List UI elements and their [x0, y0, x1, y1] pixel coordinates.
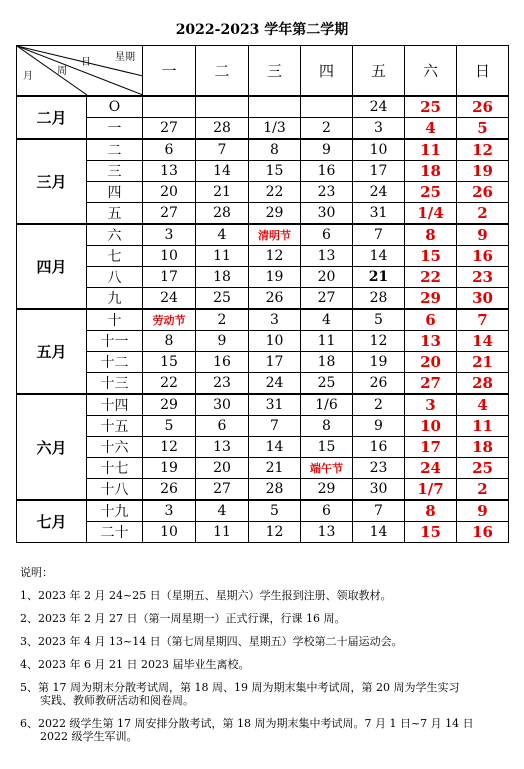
note-item	[20, 589, 510, 602]
note-text: 2023 年 6 月 21 日 2023 届毕业生离校。	[38, 658, 250, 671]
day-cell: 27	[196, 479, 249, 501]
day-cell: 22	[405, 267, 457, 288]
day-cell: 2	[457, 479, 509, 501]
day-cell: 16	[457, 246, 509, 267]
week-number-cell: 十三	[87, 373, 143, 395]
day-cell: 22	[143, 373, 196, 395]
note-text-continued: 实践、教师教研活动和阅卷周。	[40, 694, 194, 707]
week-number-cell: 十六	[87, 437, 143, 458]
day-cell: 19	[457, 161, 509, 182]
day-cell: 25	[405, 182, 457, 203]
day-cell: 12	[353, 331, 405, 352]
day-cell: 18	[196, 267, 249, 288]
day-cell: 3	[143, 500, 196, 522]
day-cell: 9	[196, 331, 249, 352]
table-row	[17, 267, 509, 288]
day-cell: 25	[196, 288, 249, 310]
day-cell: 16	[457, 522, 509, 543]
note-text: 2023 年 2 月 24~25 日（星期五、星期六）学生报到注册、领取教材。	[38, 589, 392, 602]
day-cell: 18	[301, 352, 353, 373]
day-cell: 17	[249, 352, 301, 373]
table-row	[17, 118, 509, 140]
day-cell: 6	[301, 224, 353, 246]
day-cell: 13	[405, 331, 457, 352]
corner-weekday-label: 星期	[115, 52, 135, 63]
corner-week-label: 周	[57, 66, 67, 77]
note-item	[20, 612, 510, 625]
corner-day-label: 日	[81, 57, 91, 68]
day-cell: 10	[353, 139, 405, 161]
day-cell: 17	[353, 161, 405, 182]
day-cell: 27	[301, 288, 353, 310]
week-number-cell: 十四	[87, 394, 143, 416]
day-cell: 4	[196, 224, 249, 246]
month-cell: 二月	[17, 96, 87, 139]
day-cell: 5	[249, 500, 301, 522]
day-cell	[196, 96, 249, 118]
day-cell: 14	[353, 246, 405, 267]
week-number-cell: 七	[87, 246, 143, 267]
day-cell: 28	[249, 479, 301, 501]
table-row	[17, 373, 509, 395]
day-cell: 9	[353, 416, 405, 437]
week-number-cell: 四	[87, 182, 143, 203]
note-item	[20, 681, 510, 707]
day-cell: 9	[457, 500, 509, 522]
day-cell: 28	[196, 203, 249, 225]
note-number: 6、	[20, 717, 38, 730]
day-cell: 13	[143, 161, 196, 182]
table-row	[17, 96, 509, 118]
day-cell: 13	[196, 437, 249, 458]
day-cell: 15	[143, 352, 196, 373]
day-cell: 13	[301, 522, 353, 543]
day-cell: 22	[249, 182, 301, 203]
note-number: 4、	[20, 658, 38, 671]
week-number-cell: 二	[87, 139, 143, 161]
weekday-header: 一	[143, 46, 196, 97]
day-cell: 7	[196, 139, 249, 161]
notes-header: 说明：	[20, 566, 53, 579]
day-cell: 12	[249, 522, 301, 543]
header-row	[17, 46, 509, 97]
day-cell: 29	[301, 479, 353, 501]
day-cell: 1/7	[405, 479, 457, 501]
week-number-cell: 十五	[87, 416, 143, 437]
page-title: 2022-2023 学年第二学期	[175, 22, 349, 38]
day-cell: 6	[301, 500, 353, 522]
day-cell: 9	[457, 224, 509, 246]
table-row	[17, 203, 509, 225]
week-number-cell: 十七	[87, 458, 143, 479]
weekday-header: 六	[405, 46, 457, 97]
day-cell: 21	[249, 458, 301, 479]
day-cell: 24	[405, 458, 457, 479]
day-cell: 5	[353, 309, 405, 331]
day-cell: 20	[405, 352, 457, 373]
day-cell: 3	[143, 224, 196, 246]
day-cell: 5	[457, 118, 509, 140]
day-cell: 27	[143, 203, 196, 225]
day-cell: 16	[196, 352, 249, 373]
day-cell: 4	[405, 118, 457, 140]
day-cell: 29	[143, 394, 196, 416]
day-cell: 24	[353, 182, 405, 203]
day-cell: 17	[405, 437, 457, 458]
note-number: 2、	[20, 612, 38, 625]
day-cell: 12	[143, 437, 196, 458]
day-cell: 16	[301, 161, 353, 182]
day-cell: 23	[457, 267, 509, 288]
weekday-header: 五	[353, 46, 405, 97]
day-cell: 11	[301, 331, 353, 352]
day-cell: 7	[457, 309, 509, 331]
day-cell: 11	[405, 139, 457, 161]
day-cell: 6	[143, 139, 196, 161]
day-cell: 12	[249, 246, 301, 267]
day-cell: 24	[143, 288, 196, 310]
week-number-cell: 一	[87, 118, 143, 140]
semester-calendar-table	[16, 45, 509, 543]
day-cell: 11	[196, 246, 249, 267]
day-cell: 24	[353, 96, 405, 118]
day-cell: 26	[457, 96, 509, 118]
note-text: 2023 年 4 月 13~14 日（第七周星期四、星期五）学校第二十届运动会。	[38, 635, 403, 648]
note-item	[20, 635, 510, 648]
notes-list	[20, 589, 510, 743]
month-cell: 四月	[17, 224, 87, 309]
day-cell: 12	[457, 139, 509, 161]
note-number: 5、	[20, 681, 38, 694]
day-cell: 30	[353, 479, 405, 501]
day-cell: 1/6	[301, 394, 353, 416]
day-cell: 11	[457, 416, 509, 437]
table-row	[17, 479, 509, 501]
day-cell: 10	[143, 246, 196, 267]
weekday-header: 三	[249, 46, 301, 97]
table-row	[17, 288, 509, 310]
month-cell: 三月	[17, 139, 87, 224]
day-cell: 25	[457, 458, 509, 479]
day-cell: 26	[249, 288, 301, 310]
week-number-cell: O	[87, 96, 143, 118]
day-cell: 26	[457, 182, 509, 203]
corner-header-cell	[17, 46, 143, 97]
day-cell: 10	[249, 331, 301, 352]
day-cell: 3	[405, 394, 457, 416]
day-cell: 7	[353, 500, 405, 522]
day-cell: 19	[353, 352, 405, 373]
day-cell: 28	[457, 373, 509, 395]
table-row	[17, 161, 509, 182]
holiday-cell: 清明节	[249, 224, 301, 246]
week-number-cell: 十九	[87, 500, 143, 522]
day-cell: 3	[353, 118, 405, 140]
day-cell: 8	[249, 139, 301, 161]
week-number-cell: 十一	[87, 331, 143, 352]
day-cell: 23	[301, 182, 353, 203]
day-cell: 20	[301, 267, 353, 288]
day-cell: 8	[143, 331, 196, 352]
day-cell: 2	[353, 394, 405, 416]
day-cell: 18	[405, 161, 457, 182]
day-cell: 24	[249, 373, 301, 395]
notes-section	[20, 566, 510, 753]
day-cell: 14	[249, 437, 301, 458]
day-cell: 4	[196, 500, 249, 522]
day-cell: 20	[196, 458, 249, 479]
day-cell	[249, 96, 301, 118]
week-number-cell: 十八	[87, 479, 143, 501]
table-row	[17, 416, 509, 437]
table-row	[17, 331, 509, 352]
day-cell: 23	[196, 373, 249, 395]
week-number-cell: 二十	[87, 522, 143, 543]
weekday-header: 二	[196, 46, 249, 97]
week-number-cell: 三	[87, 161, 143, 182]
note-item	[20, 717, 510, 743]
week-number-cell: 八	[87, 267, 143, 288]
table-row	[17, 437, 509, 458]
day-cell: 10	[143, 522, 196, 543]
day-cell: 21	[457, 352, 509, 373]
day-cell: 13	[301, 246, 353, 267]
day-cell: 16	[353, 437, 405, 458]
day-cell: 31	[249, 394, 301, 416]
day-cell: 15	[405, 246, 457, 267]
day-cell: 11	[196, 522, 249, 543]
day-cell: 8	[405, 500, 457, 522]
week-number-cell: 十二	[87, 352, 143, 373]
month-cell: 六月	[17, 394, 87, 500]
week-number-cell: 六	[87, 224, 143, 246]
month-cell: 五月	[17, 309, 87, 394]
day-cell: 31	[353, 203, 405, 225]
day-cell: 20	[143, 182, 196, 203]
day-cell: 17	[143, 267, 196, 288]
note-text-continued: 2022 级学生军训。	[40, 730, 138, 743]
day-cell: 19	[249, 267, 301, 288]
table-row	[17, 500, 509, 522]
note-number: 3、	[20, 635, 38, 648]
day-cell: 4	[457, 394, 509, 416]
note-item	[20, 658, 510, 671]
day-cell: 2	[196, 309, 249, 331]
day-cell: 14	[457, 331, 509, 352]
weekday-header: 四	[301, 46, 353, 97]
month-cell: 七月	[17, 500, 87, 543]
day-cell: 28	[353, 288, 405, 310]
day-cell	[143, 96, 196, 118]
day-cell: 21	[353, 267, 405, 288]
day-cell: 8	[405, 224, 457, 246]
day-cell: 14	[353, 522, 405, 543]
day-cell: 29	[405, 288, 457, 310]
day-cell: 30	[196, 394, 249, 416]
holiday-cell: 劳动节	[143, 309, 196, 331]
day-cell: 25	[301, 373, 353, 395]
day-cell: 6	[405, 309, 457, 331]
note-text: 第 17 周为期末分散考试周，第 18 周、19 周为期末集中考试周，第 20 周为学生实习	[38, 681, 460, 694]
table-row	[17, 182, 509, 203]
day-cell: 19	[143, 458, 196, 479]
day-cell: 21	[196, 182, 249, 203]
day-cell: 10	[405, 416, 457, 437]
day-cell: 18	[457, 437, 509, 458]
table-row	[17, 309, 509, 331]
day-cell: 27	[405, 373, 457, 395]
day-cell: 1/4	[405, 203, 457, 225]
day-cell: 30	[457, 288, 509, 310]
weekday-header: 日	[457, 46, 509, 97]
day-cell: 26	[353, 373, 405, 395]
day-cell: 4	[301, 309, 353, 331]
day-cell: 9	[301, 139, 353, 161]
table-row	[17, 246, 509, 267]
day-cell: 23	[353, 458, 405, 479]
day-cell: 15	[301, 437, 353, 458]
week-number-cell: 五	[87, 203, 143, 225]
day-cell: 1/3	[249, 118, 301, 140]
day-cell: 2	[301, 118, 353, 140]
note-text: 2022 级学生第 17 周安排分散考试，第 18 周为期末集中考试周。7 月 1 日~7 月 14 日	[38, 717, 474, 730]
day-cell	[301, 96, 353, 118]
day-cell: 25	[405, 96, 457, 118]
day-cell: 6	[196, 416, 249, 437]
day-cell: 30	[301, 203, 353, 225]
week-number-cell: 十	[87, 309, 143, 331]
day-cell: 14	[196, 161, 249, 182]
day-cell: 15	[405, 522, 457, 543]
table-row	[17, 224, 509, 246]
table-row	[17, 139, 509, 161]
table-row	[17, 394, 509, 416]
table-row	[17, 522, 509, 543]
note-number: 1、	[20, 589, 38, 602]
table-row	[17, 458, 509, 479]
table-row	[17, 352, 509, 373]
day-cell: 28	[196, 118, 249, 140]
day-cell: 5	[143, 416, 196, 437]
day-cell: 26	[143, 479, 196, 501]
day-cell: 8	[301, 416, 353, 437]
day-cell: 29	[249, 203, 301, 225]
corner-month-label: 月	[23, 71, 33, 82]
day-cell: 3	[249, 309, 301, 331]
day-cell: 7	[249, 416, 301, 437]
day-cell: 2	[457, 203, 509, 225]
day-cell: 7	[353, 224, 405, 246]
note-text: 2023 年 2 月 27 日（第一周星期一）正式行课，行课 16 周。	[38, 612, 346, 625]
day-cell: 15	[249, 161, 301, 182]
day-cell: 27	[143, 118, 196, 140]
week-number-cell: 九	[87, 288, 143, 310]
holiday-cell: 端午节	[301, 458, 353, 479]
